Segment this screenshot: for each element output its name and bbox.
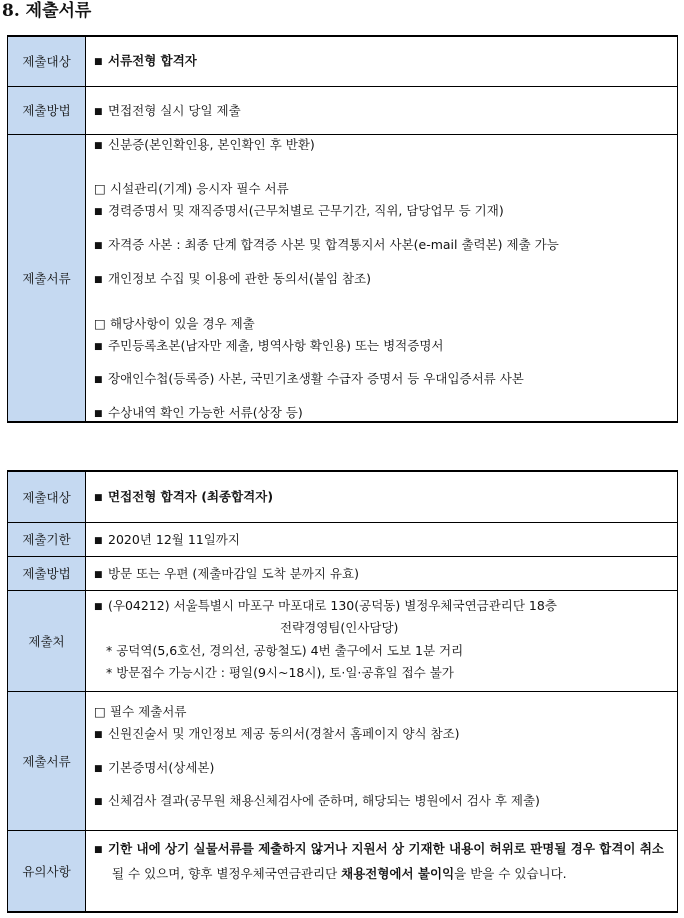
hours-note: * 방문접수 가능시간 : 평일(9시~18시), 토·일·공휴일 접수 불가 (106, 664, 454, 680)
row-label-notice: 유의사항 (8, 830, 86, 912)
bullet-icon: ■ (94, 569, 103, 580)
document-line: ■ 자격증 사본 : 최종 단계 합격증 사본 및 합격통지서 사본(e-mail 출력본) 제출 가능 (94, 236, 669, 254)
method-text: 방문 또는 우편 (제출마감일 도착 분까지 유효) (108, 565, 359, 581)
row-content-documents (86, 134, 678, 422)
document-group-heading: □ 필수 제출서류 (94, 703, 187, 719)
checkbox-icon: □ (94, 703, 106, 719)
document-line: ■ 수상내역 확인 가능한 서류(상장 등) (94, 404, 669, 422)
target-text: 면접전형 합격자 (최종합격자) (108, 489, 274, 504)
bullet-icon: ■ (94, 601, 103, 612)
document-line: ■ 주민등록초본(남자만 제출, 병역사항 확인용) 또는 병적증명서 (94, 337, 669, 355)
notice-paragraph: ■ 기한 내에 상기 실물서류를 제출하지 않거나 지원서 상 기재한 내용이 허위로 판명될 경우 합격이 취소 될 수 있으며, 향후 별정우체국연금관리단 채용전형에서 불이익을 받을 수 있습니다. (94, 840, 665, 881)
row-content-method (86, 86, 678, 134)
row-content-deadline (86, 522, 678, 556)
bullet-icon: ■ (94, 408, 103, 419)
bullet-icon: ■ (94, 140, 103, 151)
document-line: ■ 경력증명서 및 재직증명서(근무처별로 근무기간, 직위, 담당업무 등 기재) (94, 202, 669, 220)
document-group-heading: □ 해당사항이 있을 경우 제출 (94, 315, 255, 331)
bullet-icon: ■ (94, 206, 103, 217)
bullet-icon: ■ (94, 374, 103, 385)
bullet-icon: ■ (94, 341, 103, 352)
bullet-icon: ■ (94, 796, 103, 807)
bullet-icon: ■ (94, 274, 103, 285)
section-heading: 8. 제출서류 (2, 1, 92, 21)
row-content-target (86, 36, 678, 86)
document-line: ■ 신체검사 결과(공무원 채용신체검사에 준하며, 해당되는 병원에서 검사 후 제출) (94, 792, 669, 810)
target-text: 서류전형 합격자 (108, 53, 197, 68)
bullet-icon: ■ (94, 729, 103, 740)
document-group-heading: □ 시설관리(기계) 응시자 필수 서류 (94, 180, 289, 196)
document-line: ■ 신분증(본인확인용, 본인확인 후 반환) (94, 136, 669, 154)
row-content-destination (86, 590, 678, 691)
bullet-icon: ■ (94, 240, 103, 251)
bullet-icon: ■ (94, 844, 103, 855)
checkbox-icon: □ (94, 180, 106, 196)
bullet-icon: ■ (94, 57, 103, 67)
submission-table-1 (7, 35, 678, 423)
row-label-method: 제출방법 (8, 556, 86, 590)
row-label-documents: 제출서류 (8, 691, 86, 830)
document-line: ■ 기본증명서(상세본) (94, 759, 669, 777)
bullet-icon: ■ (94, 763, 103, 774)
row-content-documents (86, 691, 678, 830)
row-label-target: 제출대상 (8, 36, 86, 86)
address-line: ■ (우04212) 서울특별시 마포구 마포대로 130(공덕동) 별정우체국연금관리단 18층 (94, 597, 669, 615)
deadline-text: 2020년 12월 11일까지 (108, 531, 240, 547)
document-line: ■ 개인정보 수집 및 이용에 관한 동의서(붙임 참조) (94, 270, 669, 288)
row-label-documents: 제출서류 (8, 134, 86, 422)
method-text: 면접전형 실시 당일 제출 (108, 102, 241, 118)
location-note: * 공덕역(5,6호선, 경의선, 공항철도) 4번 출구에서 도보 1분 거리 (106, 642, 464, 658)
row-label-deadline: 제출기한 (8, 522, 86, 556)
row-label-destination: 제출처 (8, 590, 86, 691)
document-line: ■ 신원진술서 및 개인정보 제공 동의서(경찰서 홈페이지 양식 참조) (94, 725, 669, 743)
checkbox-icon: □ (94, 315, 106, 331)
row-label-target: 제출대상 (8, 471, 86, 522)
submission-table-2 (7, 470, 678, 913)
bullet-icon: ■ (94, 493, 103, 503)
department-line: 전략경영팀(인사담당) (280, 619, 399, 635)
row-content-method (86, 556, 678, 590)
row-label-method: 제출방법 (8, 86, 86, 134)
row-content-target (86, 471, 678, 522)
row-content-notice (86, 830, 678, 912)
bullet-icon: ■ (94, 535, 103, 546)
bullet-icon: ■ (94, 106, 103, 117)
document-line: ■ 장애인수첩(등록증) 사본, 국민기초생활 수급자 증명서 등 우대입증서류 사본 (94, 370, 669, 388)
